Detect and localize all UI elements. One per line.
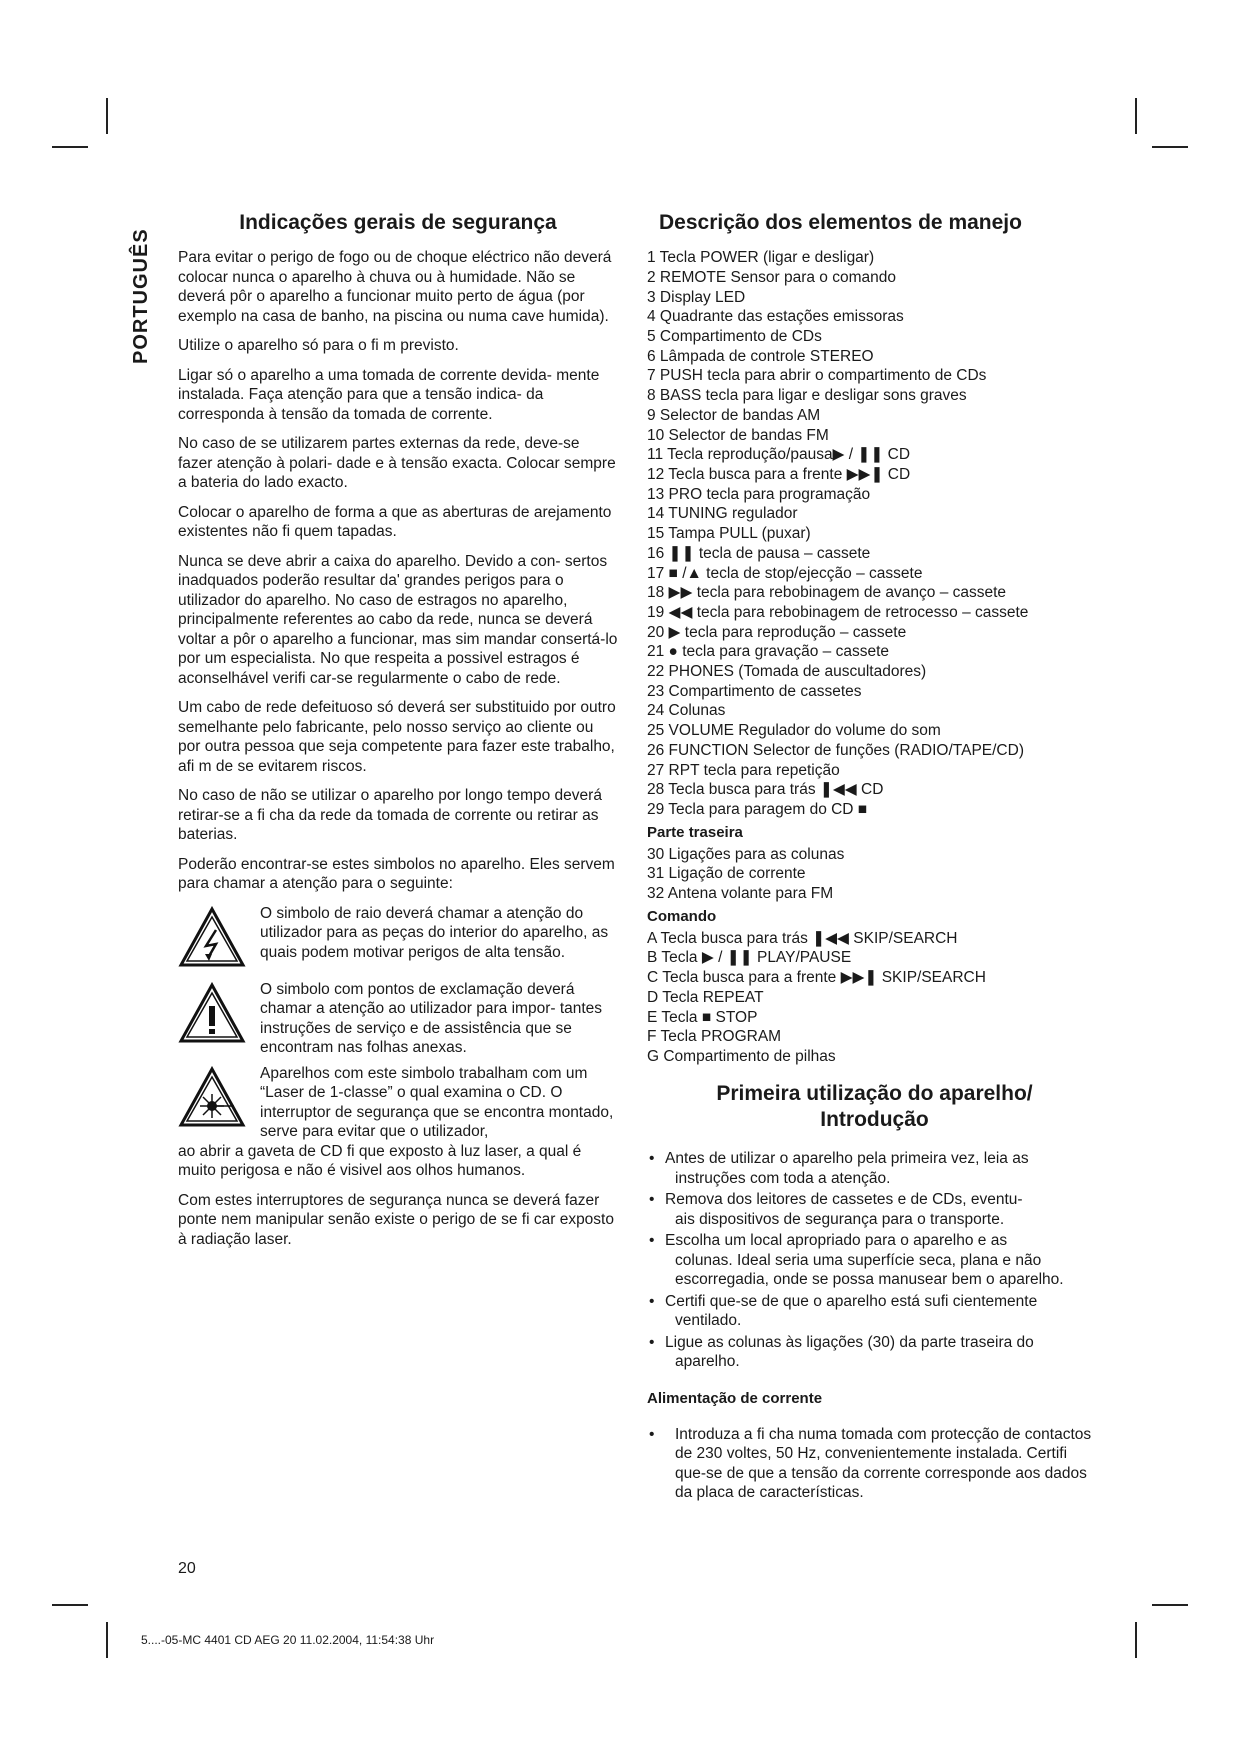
list-item: 9 Selector de bandas AM [647, 406, 821, 424]
crop-mark [1152, 1604, 1188, 1606]
laser-warning-text-cont: ao abrir a gaveta de CD fi que exposto à luz laser, a qual é muito perigosa e não é visivel aos olhos humanos. [178, 1142, 582, 1180]
list-item: 4 Quadrante das estações emissoras [647, 308, 904, 326]
list-item: • Certifi que-se de que o aparelho está sufi cientemente ventilado. [647, 1292, 1102, 1331]
list-item: 20 ▶ tecla para reprodução – cassete [647, 623, 907, 641]
list-item: 27 RPT tecla para repetição [647, 761, 840, 779]
list-item: 5 Compartimento de CDs [647, 328, 822, 346]
power-heading: Alimentação de corrente [647, 1389, 823, 1407]
paragraph: Colocar o aparelho de forma a que as aberturas de arejamento existentes não fi quem tapadas. [178, 503, 612, 541]
exclamation-warning-icon [178, 982, 246, 1044]
list-item: 1 Tecla POWER (ligar e desligar) [647, 249, 875, 267]
laser-warning [178, 1064, 618, 1181]
laser-warning-text: Aparelhos com este simbolo trabalham com um “Laser de 1-classe” o qual examina o CD. O interruptor de segurança que se encontra montado, serve para evitar que o utilizador, [260, 1064, 614, 1141]
crop-mark [106, 1622, 108, 1658]
list-item: 18 ▶▶ tecla para rebobinagem de avanço – cassete [647, 584, 1007, 602]
controls-column [647, 210, 1102, 1505]
list-item: 32 Antena volante para FM [647, 885, 834, 903]
list-item: E Tecla ■ STOP [647, 1008, 758, 1026]
first-use-heading: Primeira utilização do aparelho/ Introdução [716, 1081, 1033, 1131]
list-item: • Introduza a fi cha numa tomada com protecção de contactos de 230 voltes, 50 Hz, convenientemente instalada. Certifi que-se de que a tensão da corrente corresponde aos dados da placa de características. [647, 1425, 1102, 1503]
list-item: 23 Compartimento de cassetes [647, 682, 862, 700]
paragraph: Ligar só o aparelho a uma tomada de corrente devida- mente instalada. Faça atenção para que a tensão indica- da corresponda à tensão da tomada de corrente. [178, 366, 600, 423]
list-item: 29 Tecla para paragem do CD ■ [647, 800, 868, 818]
list-item: 26 FUNCTION Selector de funções (RADIO/TAPE/CD) [647, 741, 1024, 759]
list-item: • Escolha um local apropriado para o aparelho e as colunas. Ideal seria uma superfície seca, plana e não escorregadia, onde se possa manusear bem o aparelho. [647, 1231, 1102, 1290]
list-item: 15 Tampa PULL (puxar) [647, 525, 811, 543]
paragraph: No caso de se utilizarem partes externas da rede, deve-se fazer atenção à polari- dade e à tensão exacta. Colocar sempre a bateria do lado exacto. [178, 435, 616, 492]
rear-list [647, 845, 1102, 904]
list-item: 11 Tecla reprodução/pausa▶ / ❚❚ CD [647, 446, 911, 464]
print-footer: 5....-05-MC 4401 CD AEG 20 11.02.2004, 11:54:38 Uhr [141, 1633, 435, 1647]
crop-mark [1135, 1622, 1137, 1658]
lightning-warning-text: O simbolo de raio deverá chamar a atenção do utilizador para as peças do interior do aparelho, as quais podem motivar perigos de alta tensão. [260, 904, 609, 961]
list-item: A Tecla busca para trás ❚◀◀ SKIP/SEARCH [647, 929, 958, 947]
list-item: • Remova dos leitores de cassetes e de CDs, eventu- ais dispositivos de segurança para o transporte. [647, 1190, 1102, 1229]
list-item: 8 BASS tecla para ligar e desligar sons graves [647, 387, 967, 405]
list-item: 31 Ligação de corrente [647, 865, 806, 883]
paragraph: Um cabo de rede defeituoso só deverá ser substituido por outro semelhante pelo fabricante, pelo nosso serviço ao cliente ou por outra pessoa que seja competente para fazer este trabalho, afi m de se evitarem riscos. [178, 699, 616, 775]
paragraph: Nunca se deve abrir a caixa do aparelho. Devido a con- sertos inadquados poderão resultar da' grandes perigos para o utilizador do aparelho. No caso de estragos no aparelho, principalmente referentes ao cabo da rede, nunca se deverá voltar a pôr o aparelho a funcionar, mas sim mandar consertá-lo por um especialista. No que respeita a possivel estragos é aconselhável verifi car-se regularmente o cabo de rede. [178, 552, 618, 687]
rear-heading: Parte traseira [647, 823, 743, 841]
safety-heading: Indicações gerais de segurança [239, 211, 557, 234]
list-item: 6 Lâmpada de controle STEREO [647, 347, 874, 365]
list-item: 10 Selector de bandas FM [647, 426, 829, 444]
list-item: 7 PUSH tecla para abrir o compartimento de CDs [647, 367, 987, 385]
paragraph: Utilize o aparelho só para o fi m previsto. [178, 337, 459, 355]
list-item: C Tecla busca para a frente ▶▶❚ SKIP/SEARCH [647, 969, 986, 987]
list-item: • Ligue as colunas às ligações (30) da parte traseira do aparelho. [647, 1333, 1102, 1372]
paragraph: Para evitar o perigo de fogo ou de choque eléctrico não deverá colocar nunca o aparelho à chuva ou à humidade. Não se deverá pôr o aparelho a funcionar muito perto de água (por exemplo na casa de banho, na piscina ou numa cave humida). [178, 249, 612, 325]
remote-list [647, 929, 1102, 1067]
crop-mark [1152, 146, 1188, 148]
lightning-warning [178, 904, 618, 974]
exclamation-warning [178, 980, 618, 1058]
laser-warning-icon [178, 1066, 246, 1128]
list-item: • Antes de utilizar o aparelho pela primeira vez, leia as instruções com toda a atenção. [647, 1149, 1102, 1188]
controls-heading: Descrição dos elementos de manejo [659, 211, 1022, 234]
list-item: 21 ● tecla para gravação – cassete [647, 643, 890, 661]
remote-heading: Comando [647, 907, 717, 925]
crop-mark [52, 1604, 88, 1606]
power-list [647, 1425, 1102, 1503]
crop-mark [106, 98, 108, 134]
list-item: 12 Tecla busca para a frente ▶▶❚ CD [647, 465, 911, 483]
exclamation-warning-text: O simbolo com pontos de exclamação deverá chamar a atenção ao utilizador para impor- tantes instruções de serviço e de assistência que se encontram nas folhas anexas. [260, 980, 603, 1057]
controls-list [647, 248, 1102, 819]
list-item: G Compartimento de pilhas [647, 1047, 836, 1065]
list-item: D Tecla REPEAT [647, 988, 764, 1006]
paragraph: Poderão encontrar-se estes simbolos no aparelho. Eles servem para chamar a atenção para o seguinte: [178, 855, 615, 893]
closing-paragraph: Com estes interruptores de segurança nunca se deverá fazer ponte nem manipular senão existe o perigo de se fi car exposto à radiação laser. [178, 1191, 614, 1248]
list-item: 19 ◀◀ tecla para rebobinagem de retrocesso – cassete [647, 603, 1029, 621]
list-item: 13 PRO tecla para programação [647, 485, 871, 503]
list-item: 14 TUNING regulador [647, 505, 798, 523]
list-item: 16 ❚❚ tecla de pausa – cassete [647, 544, 871, 562]
list-item: 30 Ligações para as colunas [647, 845, 845, 863]
list-item: F Tecla PROGRAM [647, 1028, 782, 1046]
safety-column [178, 210, 618, 1259]
first-use-list [647, 1149, 1102, 1372]
crop-mark [52, 146, 88, 148]
crop-mark [1135, 98, 1137, 134]
list-item: 28 Tecla busca para trás ❚◀◀ CD [647, 781, 884, 799]
paragraph: No caso de não se utilizar o aparelho por longo tempo deverá retirar-se a fi cha da rede da tomada de corrente ou retirar as baterias. [178, 787, 602, 844]
list-item: 22 PHONES (Tomada de auscultadores) [647, 663, 927, 681]
list-item: 24 Colunas [647, 702, 726, 720]
list-item: 25 VOLUME Regulador do volume do som [647, 722, 941, 740]
list-item: 2 REMOTE Sensor para o comando [647, 268, 896, 286]
list-item: 17 ■ /▲ tecla de stop/ejecção – cassete [647, 564, 923, 582]
page-number: 20 [178, 1560, 196, 1577]
lightning-warning-icon [178, 906, 246, 968]
list-item: 3 Display LED [647, 288, 746, 306]
list-item: B Tecla ▶ / ❚❚ PLAY/PAUSE [647, 949, 852, 967]
